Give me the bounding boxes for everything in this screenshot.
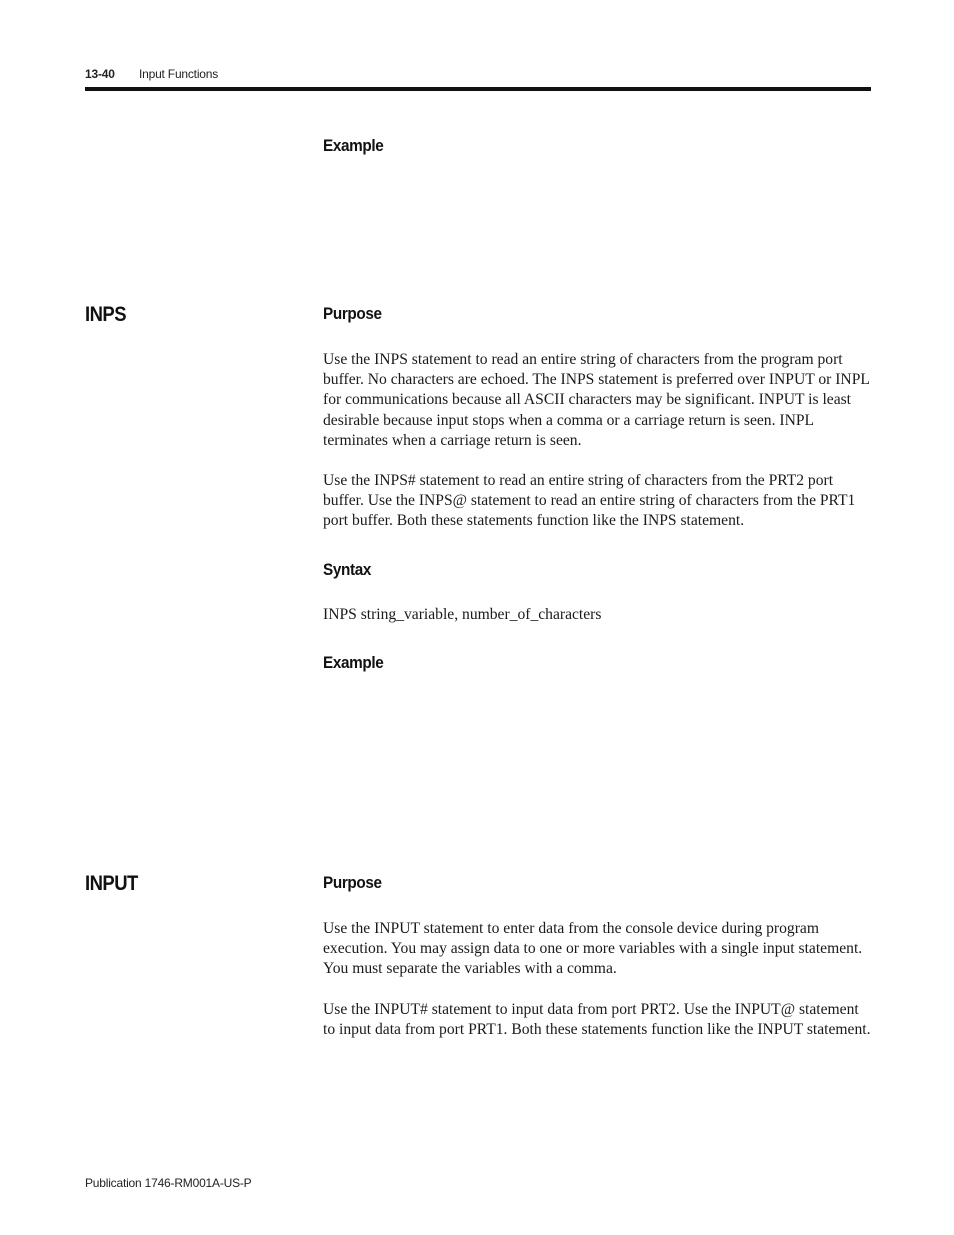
inps-purpose-heading: Purpose [323, 304, 382, 323]
input-purpose-paragraph-2: Use the INPUT# statement to input data from port PRT2. Use the INPUT@ statement to input data from port PRT1. Both these statements function like the INPUT statement. [323, 1001, 871, 1039]
example-heading-top: Example [323, 136, 384, 155]
input-purpose-paragraph-1: Use the INPUT statement to enter data from the console device during program execution. You may assign data to one or more variables with a single input statement. You must separate the variables with a comma. [323, 920, 863, 978]
chapter-title: Input Functions [138, 67, 219, 81]
page-number: 13-40 [85, 67, 115, 81]
inps-syntax-heading: Syntax [323, 560, 372, 579]
inps-purpose-paragraph-1: Use the INPS statement to read an entire string of characters from the program port buffer. No characters are echoed. The INPS statement is preferred over INPUT or INPL for communications because all ASCII characters may be significant. INPUT is least desirable because input stops when a comma or a carriage return is seen. INPL terminates when a carriage return is seen. [323, 351, 870, 449]
header-rule [85, 87, 871, 91]
inps-syntax-text: INPS string_variable, number_of_characters [323, 606, 602, 623]
running-header [85, 67, 218, 81]
section-title-inps: INPS [85, 303, 127, 326]
section-title-input: INPUT [85, 872, 138, 895]
publication-footer: Publication 1746-RM001A-US-P [85, 1176, 252, 1190]
inps-example-heading: Example [323, 653, 384, 672]
inps-purpose-paragraph-2: Use the INPS# statement to read an entire string of characters from the PRT2 port buffer. Use the INPS@ statement to read an entire string of characters from the PRT1 port buffer. Both these statements function like the INPS statement. [323, 472, 856, 530]
input-purpose-heading: Purpose [323, 873, 382, 892]
